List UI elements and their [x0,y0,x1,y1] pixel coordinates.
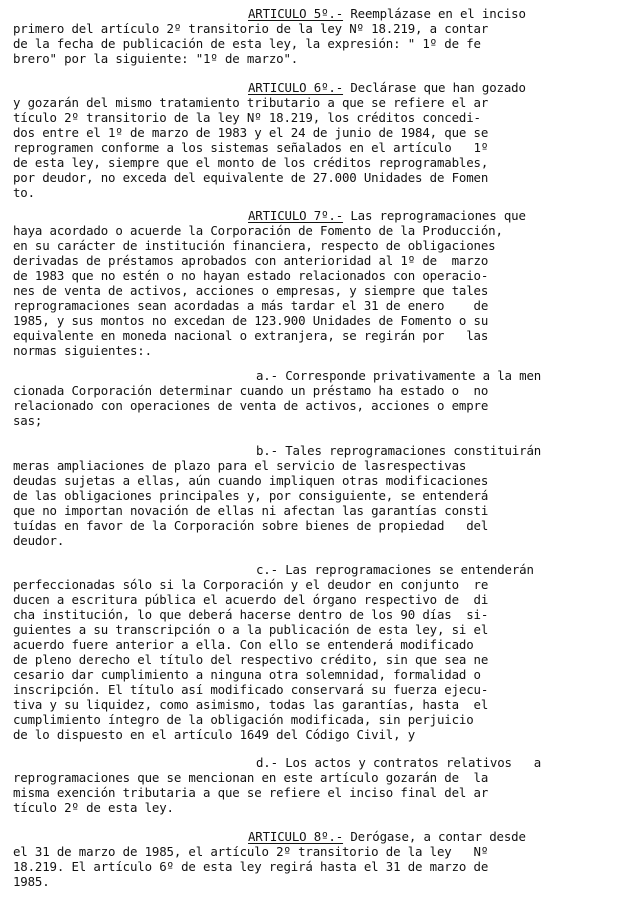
article-8-heading: ARTICULO 8º.- [248,829,344,844]
article-7-line: nes de venta de activos, acciones o empresas, y siempre que tales [13,283,489,298]
article-6-line: y gozarán del mismo tratamiento tributario a que se refiere el ar [13,95,489,110]
item-b-first-line: b.- Tales reprogramaciones constituirán [256,443,542,458]
item-b-line: que no importan novación de ellas ni afectan las garantías consti [13,503,489,518]
item-b-line: tuídas en favor de la Corporación sobre bienes de propiedad del [13,518,489,533]
item-c-line: inscripción. El título así modificado conservará su fuerza ejecu- [13,682,489,697]
article-7-first-line: ARTICULO 7º.- Las reprogramaciones que [248,208,526,223]
article-8-first-line: ARTICULO 8º.- Derógase, a contar desde [248,829,526,844]
article-6-line: de esta ley, siempre que el monto de los créditos reprogramables, [13,155,489,170]
item-c-line: cha institución, lo que deberá hacerse dentro de los 90 días si- [13,607,489,622]
article-7-heading: ARTICULO 7º.- [248,208,344,223]
article-7-line: en su carácter de institución financiera, respecto de obligaciones [13,238,496,253]
item-c-line: perfeccionadas sólo si la Corporación y el deudor en conjunto re [13,577,489,592]
article-7-line: reprogramaciones sean acordadas a más tardar el 31 de enero de [13,298,489,313]
item-c-line: de lo dispuesto en el artículo 1649 del Código Civil, y [13,727,416,742]
article-6-line: to. [13,185,35,200]
item-d-line: reprogramaciones que se mencionan en este artículo gozarán de la [13,770,489,785]
item-b-line: deudor. [13,533,65,548]
article-6-line: reprogramen conforme a los sistemas señalados en el artículo 1º [13,140,489,155]
article-8-line: 1985. [13,874,50,889]
item-b-line: de las obligaciones principales y, por consiguiente, se entenderá [13,488,489,503]
item-a-line: relacionado con operaciones de venta de activos, acciones o empre [13,398,489,413]
item-b-line: meras ampliaciones de plazo para el servicio de lasrespectivas [13,458,467,473]
item-a-first-line: a.- Corresponde privativamente a la men [256,368,542,383]
item-c-line: cesario dar cumplimiento a ninguna otra solemnidad, formalidad o [13,667,481,682]
item-c-line: cumplimiento íntegro de la obligación modificada, sin perjuicio [13,712,474,727]
item-c-line: de pleno derecho el título del respectivo crédito, sin que sea ne [13,652,489,667]
article-7-line: equivalente en moneda nacional o extranjera, se regirán por las [13,328,489,343]
article-6-line: tículo 2º transitorio de la ley Nº 18.219, los créditos concedi- [13,110,481,125]
article-5-line: primero del artículo 2º transitorio de la ley Nº 18.219, a contar [13,21,489,36]
item-c-line: acuerdo fuere anterior a ella. Con ello se entenderá modificado [13,637,474,652]
item-c-line: ducen a escritura pública el acuerdo del órgano respectivo de di [13,592,489,607]
item-d-line: misma exención tributaria a que se refiere el inciso final del ar [13,785,489,800]
article-7-line: derivadas de préstamos aprobados con anterioridad al 1º de marzo [13,253,489,268]
item-d-first-line: d.- Los actos y contratos relativos a [256,755,542,770]
article-8-line: 18.219. El artículo 6º de esta ley regirá hasta el 31 de marzo de [13,859,489,874]
article-6-heading: ARTICULO 6º.- [248,80,344,95]
article-5-line: de la fecha de publicación de esta ley, la expresión: " 1º de fe [13,36,481,51]
article-6-first-line: ARTICULO 6º.- Declárase que han gozado [248,80,526,95]
item-a-line: cionada Corporación determinar cuando un préstamo ha estado o no [13,383,489,398]
article-7-line: 1985, y sus montos no excedan de 123.900 Unidades de Fomento o su [13,313,489,328]
article-5-heading: ARTICULO 5º.- [248,6,344,21]
article-8-line: el 31 de marzo de 1985, el artículo 2º transitorio de la ley Nº [13,844,489,859]
article-7-line: haya acordado o acuerde la Corporación de Fomento de la Producción, [13,223,503,238]
item-b-line: deudas sujetas a ellas, aún cuando impliquen otras modificaciones [13,473,489,488]
article-5-first-line: ARTICULO 5º.- Reemplázase en el inciso [248,6,526,21]
article-6-line: dos entre el 1º de marzo de 1983 y el 24 de junio de 1984, que se [13,125,489,140]
item-c-line: tiva y su liquidez, como asimismo, todas las garantías, hasta el [13,697,489,712]
article-6-line: por deudor, no exceda del equivalente de 27.000 Unidades de Fomen [13,170,489,185]
article-7-line: normas siguientes:. [13,343,152,358]
item-c-first-line: c.- Las reprogramaciones se entenderán [256,562,534,577]
article-7-line: de 1983 que no estén o no hayan estado relacionados con operacio- [13,268,489,283]
article-5-line: brero" por la siguiente: "1º de marzo". [13,51,299,66]
item-d-line: tículo 2º de esta ley. [13,800,174,815]
item-c-line: guientes a su transcripción o a la publicación de esta ley, si el [13,622,489,637]
item-a-line: sas; [13,413,43,428]
